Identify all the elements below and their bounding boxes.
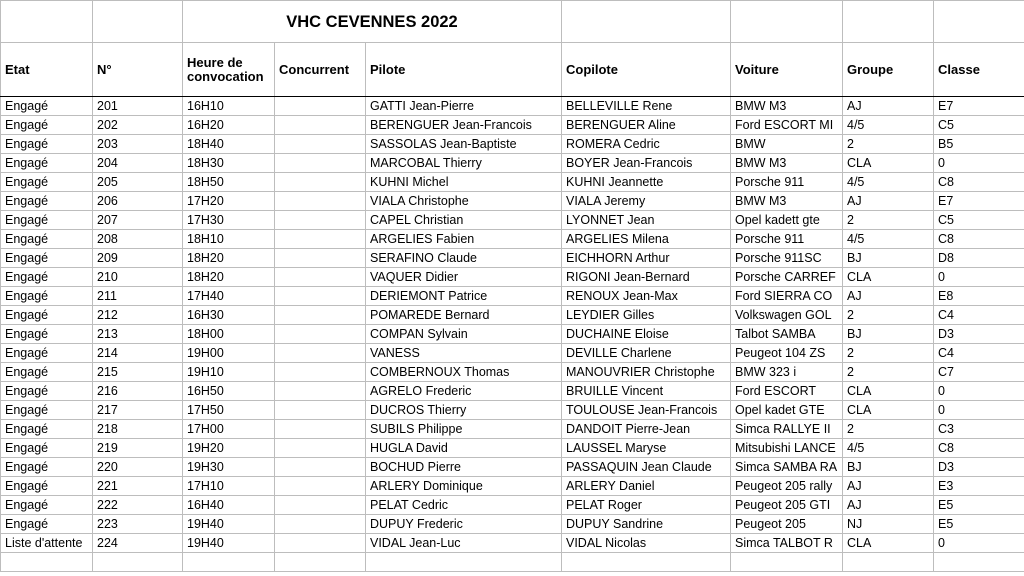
cell-pilote[interactable]: CAPEL Christian: [366, 211, 562, 230]
header-row: [1, 43, 1024, 97]
cell-groupe[interactable]: BJ: [843, 458, 934, 477]
header-numero[interactable]: N°: [93, 43, 183, 97]
cell-classe[interactable]: C8: [934, 230, 1024, 249]
cell-pilote[interactable]: VIALA Christophe: [366, 192, 562, 211]
cell-concurrent[interactable]: [275, 192, 366, 211]
cell-numero[interactable]: 224: [93, 534, 183, 553]
cell-etat[interactable]: Engagé: [1, 154, 93, 173]
cell-classe[interactable]: D8: [934, 249, 1024, 268]
cell-numero[interactable]: 215: [93, 363, 183, 382]
cell-pilote[interactable]: MARCOBAL Thierry: [366, 154, 562, 173]
cell-classe[interactable]: C4: [934, 344, 1024, 363]
cell[interactable]: [366, 553, 562, 572]
cell-concurrent[interactable]: [275, 306, 366, 325]
cell-copilote[interactable]: KUHNI Jeannette: [562, 173, 731, 192]
cell-etat[interactable]: Engagé: [1, 116, 93, 135]
cell-heure[interactable]: 16H30: [183, 306, 275, 325]
cell-heure[interactable]: 19H30: [183, 458, 275, 477]
cell-etat[interactable]: Liste d'attente: [1, 534, 93, 553]
cell-heure[interactable]: 18H20: [183, 268, 275, 287]
cell-groupe[interactable]: AJ: [843, 287, 934, 306]
cell-voiture[interactable]: Mitsubishi LANCE: [731, 439, 843, 458]
table-row: [1, 97, 1024, 116]
cell-groupe[interactable]: 4/5: [843, 230, 934, 249]
cell-heure[interactable]: 18H50: [183, 173, 275, 192]
cell-numero[interactable]: 223: [93, 515, 183, 534]
cell[interactable]: [562, 1, 731, 43]
header-concurrent[interactable]: Concurrent: [275, 43, 366, 97]
table-row: [1, 401, 1024, 420]
table-row: [1, 420, 1024, 439]
table-row: [1, 458, 1024, 477]
cell[interactable]: [731, 1, 843, 43]
empty-row: [1, 553, 1024, 572]
cell-numero[interactable]: 205: [93, 173, 183, 192]
cell-voiture[interactable]: BMW M3: [731, 97, 843, 116]
cell-etat[interactable]: Engagé: [1, 496, 93, 515]
cell-heure[interactable]: 17H30: [183, 211, 275, 230]
cell-groupe[interactable]: 4/5: [843, 439, 934, 458]
cell-pilote[interactable]: VANESS: [366, 344, 562, 363]
table-row: [1, 306, 1024, 325]
cell-numero[interactable]: 213: [93, 325, 183, 344]
cell-numero[interactable]: 203: [93, 135, 183, 154]
cell-classe[interactable]: E7: [934, 192, 1024, 211]
cell-copilote[interactable]: LYONNET Jean: [562, 211, 731, 230]
cell-voiture[interactable]: Ford ESCORT MI: [731, 116, 843, 135]
cell-heure[interactable]: 19H40: [183, 515, 275, 534]
cell-voiture[interactable]: BMW 323 i: [731, 363, 843, 382]
header-pilote[interactable]: Pilote: [366, 43, 562, 97]
cell-etat[interactable]: Engagé: [1, 173, 93, 192]
cell[interactable]: [731, 553, 843, 572]
cell-numero[interactable]: 217: [93, 401, 183, 420]
cell-etat[interactable]: Engagé: [1, 192, 93, 211]
cell-numero[interactable]: 209: [93, 249, 183, 268]
table-row: [1, 534, 1024, 553]
cell-voiture[interactable]: Porsche 911: [731, 230, 843, 249]
cell-copilote[interactable]: DUCHAINE Eloise: [562, 325, 731, 344]
cell-heure[interactable]: 18H30: [183, 154, 275, 173]
cell-classe[interactable]: 0: [934, 382, 1024, 401]
cell-groupe[interactable]: CLA: [843, 534, 934, 553]
cell-groupe[interactable]: 2: [843, 306, 934, 325]
cell-pilote[interactable]: BOCHUD Pierre: [366, 458, 562, 477]
cell-etat[interactable]: Engagé: [1, 515, 93, 534]
cell-copilote[interactable]: PELAT Roger: [562, 496, 731, 515]
cell-pilote[interactable]: SERAFINO Claude: [366, 249, 562, 268]
cell-classe[interactable]: E3: [934, 477, 1024, 496]
cell-copilote[interactable]: RENOUX Jean-Max: [562, 287, 731, 306]
cell-copilote[interactable]: EICHHORN Arthur: [562, 249, 731, 268]
cell-groupe[interactable]: 4/5: [843, 116, 934, 135]
header-groupe[interactable]: Groupe: [843, 43, 934, 97]
cell-pilote[interactable]: VAQUER Didier: [366, 268, 562, 287]
cell-heure[interactable]: 16H20: [183, 116, 275, 135]
cell-pilote[interactable]: AGRELO Frederic: [366, 382, 562, 401]
table-row: [1, 344, 1024, 363]
cell-etat[interactable]: Engagé: [1, 249, 93, 268]
cell-concurrent[interactable]: [275, 515, 366, 534]
cell-groupe[interactable]: AJ: [843, 192, 934, 211]
cell-copilote[interactable]: PASSAQUIN Jean Claude: [562, 458, 731, 477]
cell-voiture[interactable]: Volkswagen GOL: [731, 306, 843, 325]
cell[interactable]: [183, 553, 275, 572]
table-row: [1, 173, 1024, 192]
cell-concurrent[interactable]: [275, 287, 366, 306]
cell[interactable]: [93, 1, 183, 43]
cell-numero[interactable]: 201: [93, 97, 183, 116]
table-row: [1, 496, 1024, 515]
cell-heure[interactable]: 17H00: [183, 420, 275, 439]
title-row: [1, 1, 1024, 43]
cell-copilote[interactable]: ARGELIES Milena: [562, 230, 731, 249]
cell-pilote[interactable]: POMAREDE Bernard: [366, 306, 562, 325]
cell-classe[interactable]: C8: [934, 439, 1024, 458]
cell-groupe[interactable]: 2: [843, 363, 934, 382]
table-row: [1, 382, 1024, 401]
cell-concurrent[interactable]: [275, 116, 366, 135]
cell-groupe[interactable]: NJ: [843, 515, 934, 534]
cell-voiture[interactable]: Ford SIERRA CO: [731, 287, 843, 306]
cell-heure[interactable]: 17H20: [183, 192, 275, 211]
header-etat[interactable]: Etat: [1, 43, 93, 97]
cell-pilote[interactable]: ARLERY Dominique: [366, 477, 562, 496]
cell-voiture[interactable]: Simca SAMBA RA: [731, 458, 843, 477]
cell-etat[interactable]: Engagé: [1, 382, 93, 401]
cell-groupe[interactable]: 2: [843, 420, 934, 439]
cell-numero[interactable]: 218: [93, 420, 183, 439]
cell-numero[interactable]: 208: [93, 230, 183, 249]
cell-concurrent[interactable]: [275, 458, 366, 477]
cell[interactable]: [934, 1, 1024, 43]
cell-groupe[interactable]: CLA: [843, 382, 934, 401]
cell-pilote[interactable]: PELAT Cedric: [366, 496, 562, 515]
table-row: [1, 230, 1024, 249]
cell-classe[interactable]: E8: [934, 287, 1024, 306]
cell-heure[interactable]: 18H00: [183, 325, 275, 344]
cell-etat[interactable]: Engagé: [1, 135, 93, 154]
cell-etat[interactable]: Engagé: [1, 344, 93, 363]
cell-copilote[interactable]: BELLEVILLE Rene: [562, 97, 731, 116]
cell-voiture[interactable]: BMW M3: [731, 154, 843, 173]
cell-copilote[interactable]: BOYER Jean-Francois: [562, 154, 731, 173]
cell-concurrent[interactable]: [275, 173, 366, 192]
cell-classe[interactable]: 0: [934, 401, 1024, 420]
cell-etat[interactable]: Engagé: [1, 211, 93, 230]
cell-pilote[interactable]: COMPAN Sylvain: [366, 325, 562, 344]
cell-concurrent[interactable]: [275, 135, 366, 154]
cell[interactable]: [1, 1, 93, 43]
cell-classe[interactable]: E5: [934, 496, 1024, 515]
cell-groupe[interactable]: AJ: [843, 477, 934, 496]
cell-classe[interactable]: E7: [934, 97, 1024, 116]
cell-pilote[interactable]: DERIEMONT Patrice: [366, 287, 562, 306]
cell-etat[interactable]: Engagé: [1, 363, 93, 382]
cell-concurrent[interactable]: [275, 534, 366, 553]
table-row: [1, 249, 1024, 268]
cell-numero[interactable]: 220: [93, 458, 183, 477]
cell-heure[interactable]: 17H50: [183, 401, 275, 420]
cell-concurrent[interactable]: [275, 325, 366, 344]
cell-voiture[interactable]: Ford ESCORT: [731, 382, 843, 401]
cell-numero[interactable]: 219: [93, 439, 183, 458]
cell-voiture[interactable]: Opel kadet GTE: [731, 401, 843, 420]
cell-classe[interactable]: D3: [934, 325, 1024, 344]
cell-classe[interactable]: D3: [934, 458, 1024, 477]
cell-etat[interactable]: Engagé: [1, 97, 93, 116]
cell-concurrent[interactable]: [275, 401, 366, 420]
cell-numero[interactable]: 210: [93, 268, 183, 287]
cell-copilote[interactable]: TOULOUSE Jean-Francois: [562, 401, 731, 420]
cell-voiture[interactable]: Peugeot 205 rally: [731, 477, 843, 496]
cell-numero[interactable]: 214: [93, 344, 183, 363]
cell-concurrent[interactable]: [275, 211, 366, 230]
cell[interactable]: [843, 1, 934, 43]
table-row: [1, 135, 1024, 154]
cell-concurrent[interactable]: [275, 363, 366, 382]
cell-pilote[interactable]: COMBERNOUX Thomas: [366, 363, 562, 382]
cell-copilote[interactable]: ARLERY Daniel: [562, 477, 731, 496]
cell-voiture[interactable]: Peugeot 104 ZS: [731, 344, 843, 363]
cell-concurrent[interactable]: [275, 439, 366, 458]
cell-voiture[interactable]: Simca TALBOT R: [731, 534, 843, 553]
cell-etat[interactable]: Engagé: [1, 401, 93, 420]
cell-heure[interactable]: 17H40: [183, 287, 275, 306]
cell-concurrent[interactable]: [275, 477, 366, 496]
cell-groupe[interactable]: CLA: [843, 154, 934, 173]
cell-numero[interactable]: 202: [93, 116, 183, 135]
table-row: [1, 268, 1024, 287]
cell-etat[interactable]: Engagé: [1, 306, 93, 325]
cell-heure[interactable]: 16H10: [183, 97, 275, 116]
cell-groupe[interactable]: CLA: [843, 401, 934, 420]
cell-copilote[interactable]: VIDAL Nicolas: [562, 534, 731, 553]
table-row: [1, 116, 1024, 135]
cell-classe[interactable]: 0: [934, 268, 1024, 287]
cell-classe[interactable]: 0: [934, 534, 1024, 553]
cell-heure[interactable]: 19H00: [183, 344, 275, 363]
table-row: [1, 211, 1024, 230]
table-row: [1, 287, 1024, 306]
cell-etat[interactable]: Engagé: [1, 458, 93, 477]
cell-pilote[interactable]: SUBILS Philippe: [366, 420, 562, 439]
cell-pilote[interactable]: GATTI Jean-Pierre: [366, 97, 562, 116]
cell[interactable]: [1, 553, 93, 572]
cell-etat[interactable]: Engagé: [1, 477, 93, 496]
cell-heure[interactable]: 16H40: [183, 496, 275, 515]
cell-voiture[interactable]: Peugeot 205 GTI: [731, 496, 843, 515]
cell-classe[interactable]: C8: [934, 173, 1024, 192]
cell-numero[interactable]: 212: [93, 306, 183, 325]
cell-voiture[interactable]: Talbot SAMBA: [731, 325, 843, 344]
cell-copilote[interactable]: LAUSSEL Maryse: [562, 439, 731, 458]
cell[interactable]: [562, 553, 731, 572]
cell-concurrent[interactable]: [275, 249, 366, 268]
cell-concurrent[interactable]: [275, 496, 366, 515]
header-classe[interactable]: Classe: [934, 43, 1024, 97]
cell-groupe[interactable]: AJ: [843, 97, 934, 116]
cell-etat[interactable]: Engagé: [1, 439, 93, 458]
cell[interactable]: [93, 553, 183, 572]
cell-copilote[interactable]: DUPUY Sandrine: [562, 515, 731, 534]
cell-pilote[interactable]: DUCROS Thierry: [366, 401, 562, 420]
cell-copilote[interactable]: DANDOIT Pierre-Jean: [562, 420, 731, 439]
cell-classe[interactable]: E5: [934, 515, 1024, 534]
table-row: [1, 439, 1024, 458]
header-voiture[interactable]: Voiture: [731, 43, 843, 97]
cell-copilote[interactable]: LEYDIER Gilles: [562, 306, 731, 325]
header-heure-convocation[interactable]: Heure de convocation: [183, 43, 275, 97]
cell-classe[interactable]: C3: [934, 420, 1024, 439]
cell-pilote[interactable]: KUHNI Michel: [366, 173, 562, 192]
header-copilote[interactable]: Copilote: [562, 43, 731, 97]
cell-groupe[interactable]: AJ: [843, 496, 934, 515]
cell-numero[interactable]: 222: [93, 496, 183, 515]
cell-numero[interactable]: 206: [93, 192, 183, 211]
cell-classe[interactable]: C4: [934, 306, 1024, 325]
table-row: [1, 515, 1024, 534]
cell-classe[interactable]: B5: [934, 135, 1024, 154]
cell-heure[interactable]: 18H40: [183, 135, 275, 154]
cell-pilote[interactable]: VIDAL Jean-Luc: [366, 534, 562, 553]
cell-groupe[interactable]: CLA: [843, 268, 934, 287]
table-row: [1, 477, 1024, 496]
cell-voiture[interactable]: Opel kadett gte: [731, 211, 843, 230]
cell[interactable]: [275, 553, 366, 572]
cell-copilote[interactable]: BERENGUER Aline: [562, 116, 731, 135]
cell-pilote[interactable]: DUPUY Frederic: [366, 515, 562, 534]
cell-voiture[interactable]: BMW M3: [731, 192, 843, 211]
cell-concurrent[interactable]: [275, 268, 366, 287]
cell-copilote[interactable]: VIALA Jeremy: [562, 192, 731, 211]
cell-numero[interactable]: 221: [93, 477, 183, 496]
cell-numero[interactable]: 216: [93, 382, 183, 401]
cell-voiture[interactable]: Peugeot 205: [731, 515, 843, 534]
cell-etat[interactable]: Engagé: [1, 325, 93, 344]
cell-copilote[interactable]: BRUILLE Vincent: [562, 382, 731, 401]
cell-copilote[interactable]: ROMERA Cedric: [562, 135, 731, 154]
cell-pilote[interactable]: SASSOLAS Jean-Baptiste: [366, 135, 562, 154]
cell-pilote[interactable]: ARGELIES Fabien: [366, 230, 562, 249]
cell-heure[interactable]: 19H40: [183, 534, 275, 553]
cell[interactable]: [934, 553, 1024, 572]
cell-etat[interactable]: Engagé: [1, 268, 93, 287]
cell-heure[interactable]: 17H10: [183, 477, 275, 496]
cell-voiture[interactable]: Porsche 911SC: [731, 249, 843, 268]
cell-concurrent[interactable]: [275, 230, 366, 249]
cell-heure[interactable]: 19H20: [183, 439, 275, 458]
cell-concurrent[interactable]: [275, 382, 366, 401]
cell-heure[interactable]: 16H50: [183, 382, 275, 401]
cell-etat[interactable]: Engagé: [1, 420, 93, 439]
table-row: [1, 363, 1024, 382]
cell-classe[interactable]: C5: [934, 211, 1024, 230]
cell-voiture[interactable]: Porsche CARREF: [731, 268, 843, 287]
cell-groupe[interactable]: 2: [843, 135, 934, 154]
cell-concurrent[interactable]: [275, 154, 366, 173]
cell-classe[interactable]: C5: [934, 116, 1024, 135]
cell-heure[interactable]: 18H20: [183, 249, 275, 268]
cell-concurrent[interactable]: [275, 420, 366, 439]
cell-numero[interactable]: 207: [93, 211, 183, 230]
sheet-title[interactable]: VHC CEVENNES 2022: [183, 1, 562, 43]
cell-concurrent[interactable]: [275, 344, 366, 363]
cell-numero[interactable]: 204: [93, 154, 183, 173]
table-row: [1, 154, 1024, 173]
cell-classe[interactable]: C7: [934, 363, 1024, 382]
cell-classe[interactable]: 0: [934, 154, 1024, 173]
cell-groupe[interactable]: BJ: [843, 325, 934, 344]
cell-copilote[interactable]: DEVILLE Charlene: [562, 344, 731, 363]
table-row: [1, 192, 1024, 211]
cell-etat[interactable]: Engagé: [1, 287, 93, 306]
cell-pilote[interactable]: HUGLA David: [366, 439, 562, 458]
cell[interactable]: [843, 553, 934, 572]
cell-groupe[interactable]: 4/5: [843, 173, 934, 192]
cell-voiture[interactable]: Simca RALLYE II: [731, 420, 843, 439]
cell-numero[interactable]: 211: [93, 287, 183, 306]
cell-voiture[interactable]: Porsche 911: [731, 173, 843, 192]
cell-copilote[interactable]: RIGONI Jean-Bernard: [562, 268, 731, 287]
cell-groupe[interactable]: BJ: [843, 249, 934, 268]
cell-groupe[interactable]: 2: [843, 211, 934, 230]
cell-pilote[interactable]: BERENGUER Jean-Francois: [366, 116, 562, 135]
cell-heure[interactable]: 18H10: [183, 230, 275, 249]
cell-etat[interactable]: Engagé: [1, 230, 93, 249]
cell-copilote[interactable]: MANOUVRIER Christophe: [562, 363, 731, 382]
cell-concurrent[interactable]: [275, 97, 366, 116]
table-row: [1, 325, 1024, 344]
cell-voiture[interactable]: BMW: [731, 135, 843, 154]
cell-heure[interactable]: 19H10: [183, 363, 275, 382]
cell-groupe[interactable]: 2: [843, 344, 934, 363]
